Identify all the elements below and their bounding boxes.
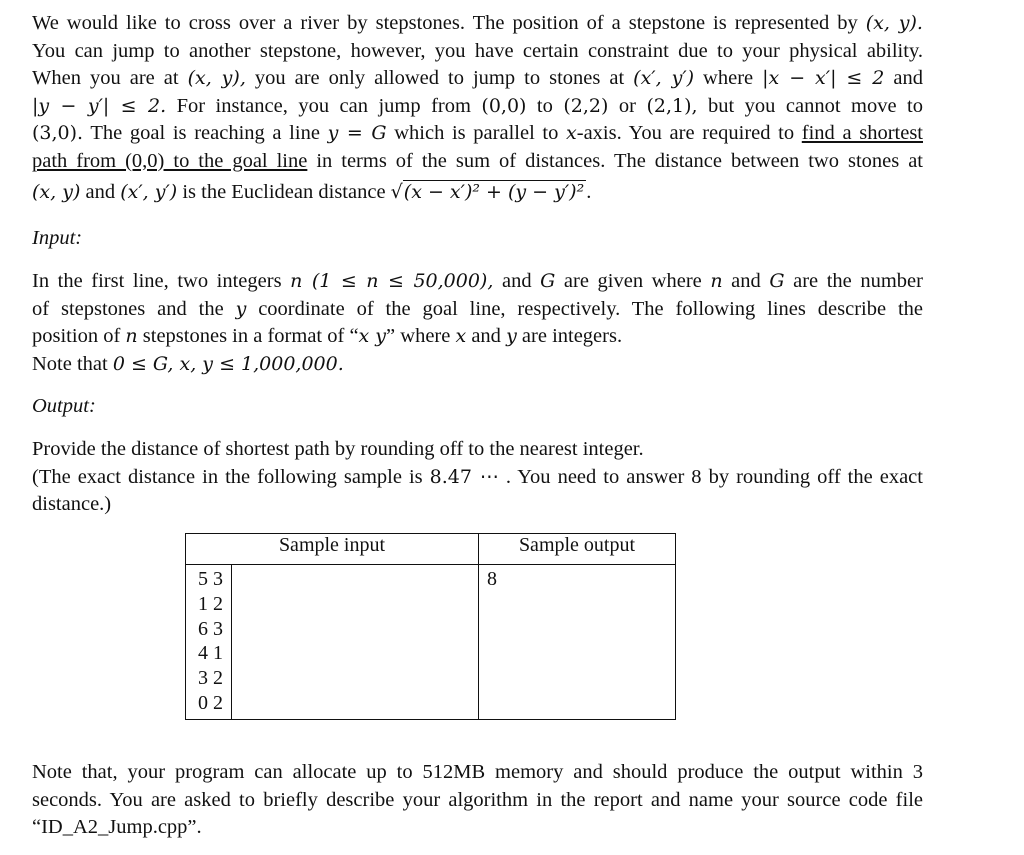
note-paragraph: Note that, your program can allocate up to 512MB memory and should produce the output within 3 seconds. You are asked to briefly describe your algorithm in the report and name your source code file “ID_A2_Jump.cpp”. — [32, 761, 923, 838]
sample-input-line: 1 2 — [198, 592, 223, 615]
sample-input-line: 5 3 — [198, 568, 223, 590]
underlined-phrase: find a shortest — [801, 122, 923, 144]
sample-input-cell — [186, 565, 479, 720]
output-heading: Output: — [32, 395, 96, 417]
sample-output-header: Sample output — [479, 534, 676, 565]
output-paragraph: Provide the distance of shortest path by rounding off to the nearest integer. (The exact distance in the following sample is 8.47 ⋯ . You need to answer 8 by rounding off the exact distance.) — [32, 438, 923, 515]
input-heading: Input: — [32, 227, 83, 249]
sample-table — [185, 533, 676, 720]
sqrt-expression: √(x − x′)² + (y − y′)² — [390, 181, 585, 203]
sample-input-line: 3 2 — [198, 667, 223, 690]
sample-input-header: Sample input — [186, 534, 479, 565]
sample-input-line: 0 2 — [198, 691, 223, 714]
sample-input-line: 6 3 — [198, 617, 223, 640]
sample-input-line: 4 1 — [198, 642, 223, 665]
intro-paragraph: We would like to cross over a river by stepstones. The position of a stepstone is represented by (x, y). You can jump to another stepstone, however, you have certain constraint due to your physical ability. When you are at (x, y), you are only allowed to jump to stones at (x′, y′) where |x − x′| ≤ 2 and |y − y′| ≤ 2. For instance, you can jump from (0,0) to (2,2) or (2,1), but you cannot move to (3,0). The goal is reaching a line y = G which is parallel to x-axis. You are required to find a shortest path from (0,0) to the goal line in terms of the sum of distances. The distance between two stones at (x, y) and (x′, y′) is the Euclidean distance √(x − x′)² + (y − y′)². — [32, 10, 923, 207]
sample-output-cell — [479, 565, 676, 720]
input-paragraph: In the first line, two integers n (1 ≤ n ≤ 50,000), and G are given where n and G are the number of stepstones and the y coordinate of the goal line, respectively. The following lines describe the position of n stepstones in a format of “x y” where x and y are integers. Note that 0 ≤ G, x, y ≤ 1,000,000. — [32, 270, 923, 375]
sample-output-value: 8 — [487, 568, 497, 590]
underlined-phrase: path from (0,0) to the goal line — [32, 149, 308, 172]
